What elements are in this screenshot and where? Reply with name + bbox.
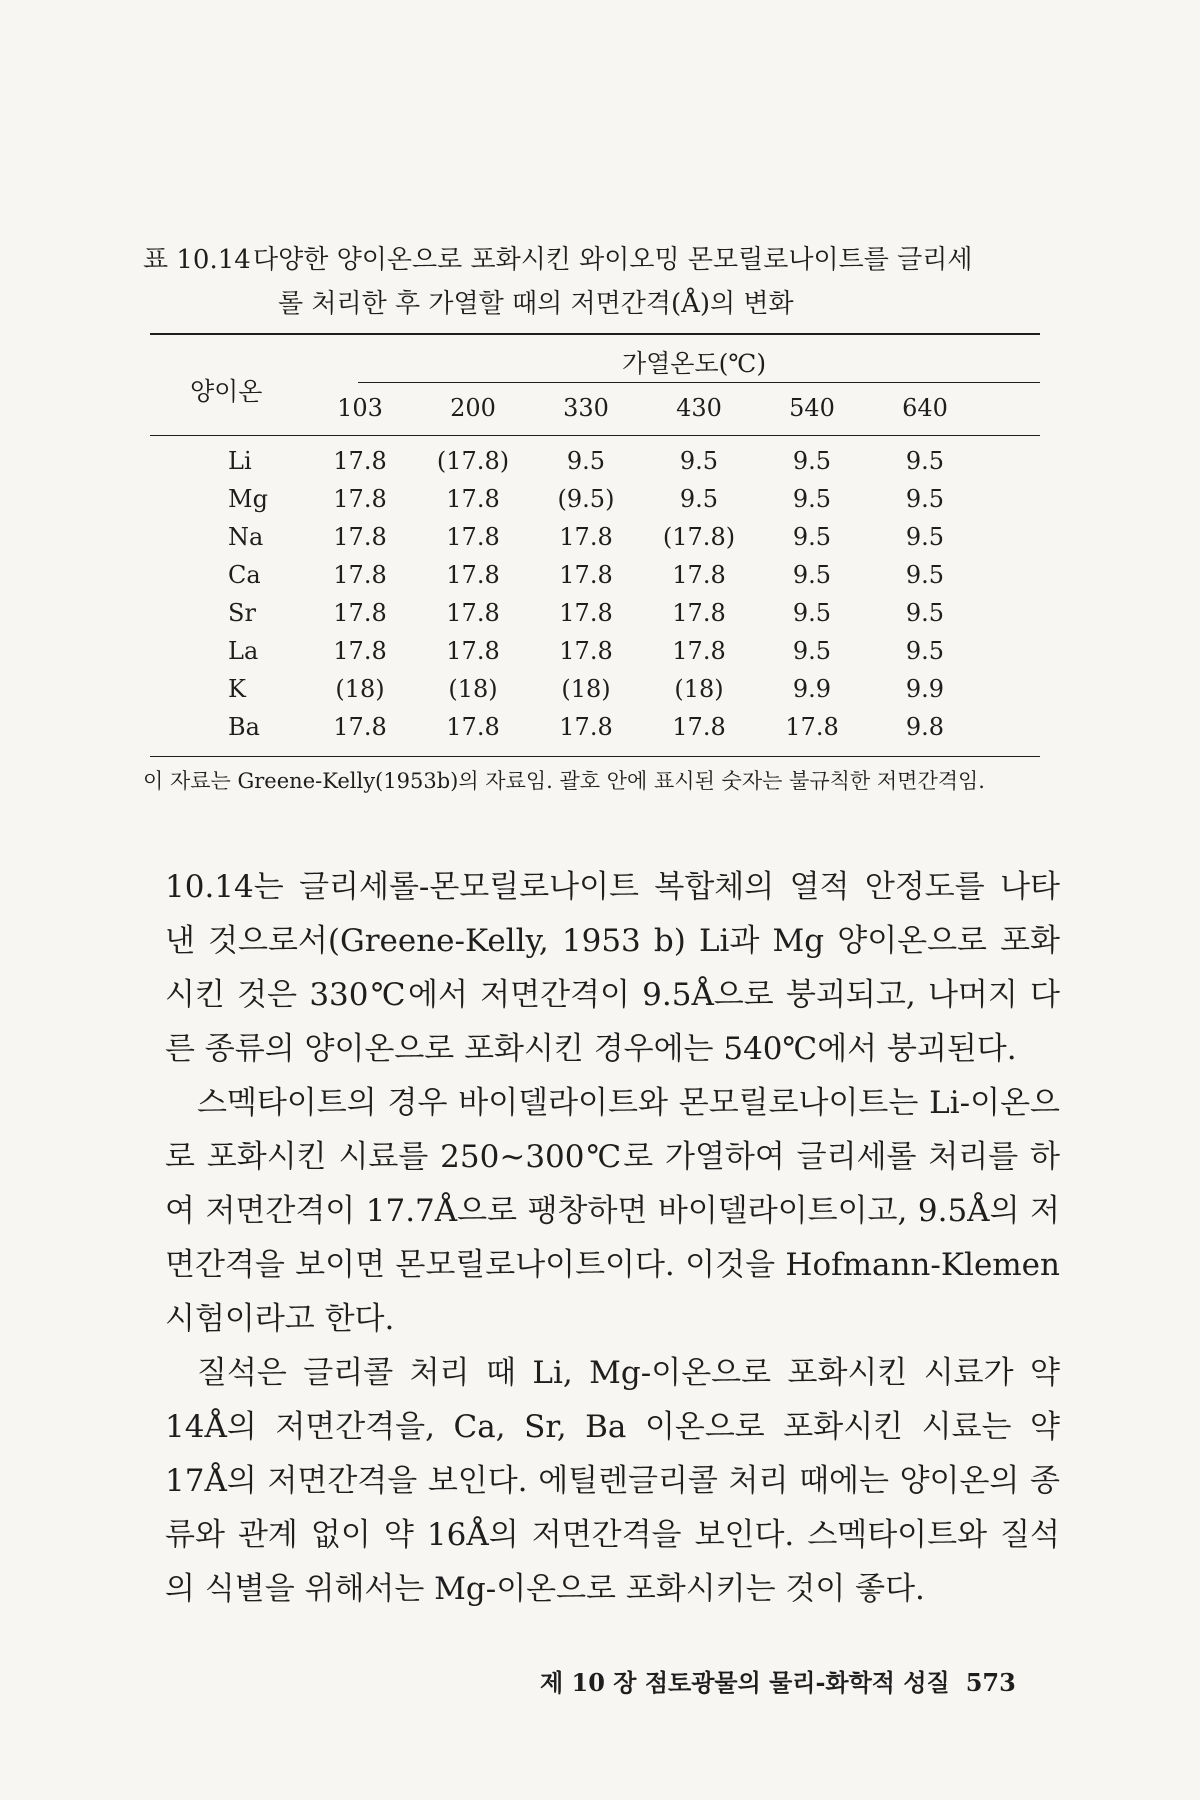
table-cell: 9.5	[566, 447, 606, 475]
header-subrule	[358, 382, 1040, 383]
column-header-1: 200	[450, 394, 496, 422]
table-cell: 17.8	[446, 561, 500, 589]
table-top-rule	[150, 333, 1040, 335]
table-cell: (18)	[674, 675, 724, 703]
table-note: 이 자료는 Greene-Kelly(1953b)의 자료임. 괄호 안에 표시된 숫자는 불규칙한 저면간격임.	[143, 769, 985, 793]
column-header-3: 430	[676, 394, 722, 422]
caption-number: 표 10.14	[143, 245, 251, 275]
table-caption	[143, 238, 1043, 326]
body-text	[165, 860, 1060, 1616]
row-cation: Sr	[228, 599, 256, 627]
table-cell: 17.8	[672, 561, 726, 589]
table-cell: (17.8)	[436, 447, 510, 475]
table-cell: (18)	[448, 675, 498, 703]
table-cell: 17.8	[672, 599, 726, 627]
table-cell: 17.8	[559, 599, 613, 627]
caption-title-2: 롤 처리한 후 가열할 때의 저면간격(Å)의 변화	[278, 289, 794, 319]
column-header-2: 330	[563, 394, 609, 422]
table-cell: 9.5	[792, 561, 832, 589]
table-cell: (18)	[561, 675, 611, 703]
row-cation: K	[228, 675, 246, 703]
table-cell: 17.8	[672, 713, 726, 741]
row-header: 양이온	[190, 377, 263, 406]
table-cell: 17.8	[333, 713, 387, 741]
table-cell: 17.8	[559, 637, 613, 665]
table-cell: 17.8	[333, 523, 387, 551]
table-cell: 9.5	[679, 447, 719, 475]
table-cell: 17.8	[333, 485, 387, 513]
table-cell: 17.8	[446, 713, 500, 741]
table-cell: 17.8	[559, 713, 613, 741]
table-cell: 9.5	[905, 523, 945, 551]
row-cation: Ca	[228, 561, 261, 589]
table-cell: (9.5)	[557, 485, 615, 513]
table-cell: 9.5	[905, 447, 945, 475]
table-cell: 9.5	[905, 485, 945, 513]
table-cell: 17.8	[333, 599, 387, 627]
table-cell: 9.5	[905, 637, 945, 665]
header-bottom-rule	[150, 435, 1040, 436]
table-cell: 9.5	[792, 637, 832, 665]
table-cell: 9.5	[905, 561, 945, 589]
table-cell: 17.8	[785, 713, 839, 741]
column-header-0: 103	[337, 394, 383, 422]
page-footer	[540, 1663, 1016, 1698]
table-cell: 17.8	[333, 637, 387, 665]
chapter-title: 제 10 장 점토광물의 물리-화학적 성질	[540, 1668, 950, 1697]
group-header: 가열온도(℃)	[622, 349, 767, 378]
paragraph-2: 스멕타이트의 경우 바이델라이트와 몬모릴로나이트는 Li-이온으로 포화시킨 시료를 250~300℃로 가열하여 글리세롤 처리를 하여 저면간격이 17.7Å으로 팽창하면 바이델라이트이고, 9.5Å의 저면간격을 보이면 몬모릴로나이트이다. 이것을 Hofmann-Klemen 시험이라고 한다.	[165, 1085, 1060, 1337]
table-cell: 9.5	[679, 485, 719, 513]
table-cell: 9.5	[905, 599, 945, 627]
table-bottom-rule	[150, 756, 1040, 757]
row-cation: La	[228, 637, 259, 665]
table-cell: 17.8	[559, 523, 613, 551]
table-cell: 17.8	[333, 447, 387, 475]
caption-line-1	[143, 238, 1043, 282]
table-cell: 17.8	[446, 485, 500, 513]
table-cell: 17.8	[446, 637, 500, 665]
table-cell: 9.9	[792, 675, 832, 703]
table-cell: 9.5	[792, 599, 832, 627]
table-cell: 17.8	[559, 561, 613, 589]
table-cell: 9.5	[792, 447, 832, 475]
row-cation: Mg	[228, 485, 268, 513]
caption-title-1: 다양한 양이온으로 포화시킨 와이오밍 몬모릴로나이트를 글리세	[253, 245, 973, 275]
table-cell: (18)	[335, 675, 385, 703]
paragraph-3: 질석은 글리콜 처리 때 Li, Mg-이온으로 포화시킨 시료가 약 14Å의 저면간격을, Ca, Sr, Ba 이온으로 포화시킨 시료는 약 17Å의 저면간격을 보인다. 에틸렌글리콜 처리 때에는 양이온의 종류와 관계 없이 약 16Å의 저면간격을 보인다. 스멕타이트와 질석의 식별을 위해서는 Mg-이온으로 포화시키는 것이 좋다.	[165, 1355, 1060, 1607]
table-cell: 9.9	[905, 675, 945, 703]
table-cell: 17.8	[672, 637, 726, 665]
table-cell: 9.8	[905, 713, 945, 741]
table-cell: 17.8	[333, 561, 387, 589]
row-cation: Na	[228, 523, 264, 551]
row-cation: Ba	[228, 713, 260, 741]
table-cell: 9.5	[792, 485, 832, 513]
paragraph-1: 10.14는 글리세롤-몬모릴로나이트 복합체의 열적 안정도를 나타낸 것으로서(Greene-Kelly, 1953 b) Li과 Mg 양이온으로 포화시킨 것은 330℃에서 저면간격이 9.5Å으로 붕괴되고, 나머지 다른 종류의 양이온으로 포화시킨 경우에는 540℃에서 붕괴된다.	[165, 869, 1060, 1067]
table-cell: 9.5	[792, 523, 832, 551]
column-header-4: 540	[789, 394, 835, 422]
table-cell: 17.8	[446, 523, 500, 551]
page-number: 573	[965, 1668, 1016, 1697]
row-cation: Li	[228, 447, 252, 475]
table-cell: 17.8	[446, 599, 500, 627]
table-cell: (17.8)	[662, 523, 736, 551]
column-header-5: 640	[902, 394, 948, 422]
